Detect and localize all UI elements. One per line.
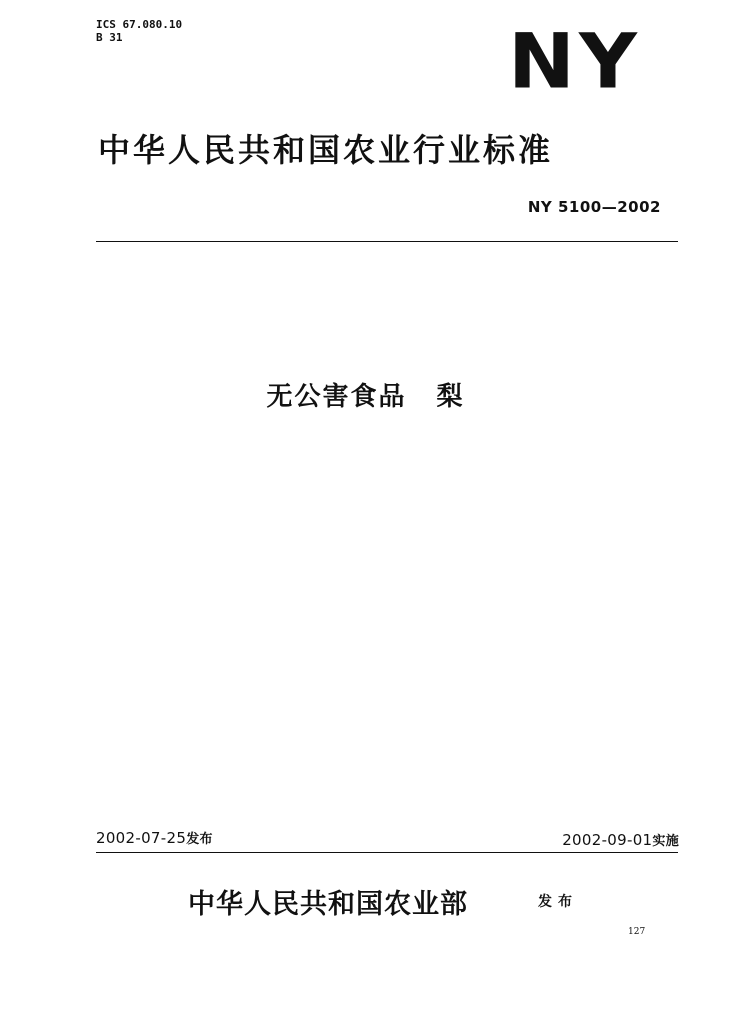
standard-number: NY 5100—2002 [527, 198, 661, 216]
document-title [0, 376, 731, 413]
ics-code: ICS 67.080.10 [96, 18, 183, 31]
issue-date [96, 828, 213, 847]
issue-date-value: 2002-07-25 [96, 829, 187, 847]
implementation-date-suffix: 实施 [652, 834, 679, 849]
title-product: 梨 [436, 382, 465, 412]
ny-logo: NY [508, 17, 641, 106]
classification-codes [96, 18, 182, 44]
issue-date-suffix: 发布 [186, 832, 213, 847]
page-number: 127 [628, 927, 646, 937]
title-main: 无公害食品 [266, 382, 407, 412]
footer-divider [96, 852, 678, 853]
implementation-date [562, 830, 679, 849]
publisher-name: 中华人民共和国农业部 [188, 889, 468, 920]
ccs-code: B 31 [96, 31, 123, 44]
publish-label: 发布 [538, 894, 578, 910]
header-divider [96, 241, 678, 242]
standard-org-title: 中华人民共和国农业行业标准 [98, 131, 554, 169]
implementation-date-value: 2002-09-01 [562, 831, 653, 849]
